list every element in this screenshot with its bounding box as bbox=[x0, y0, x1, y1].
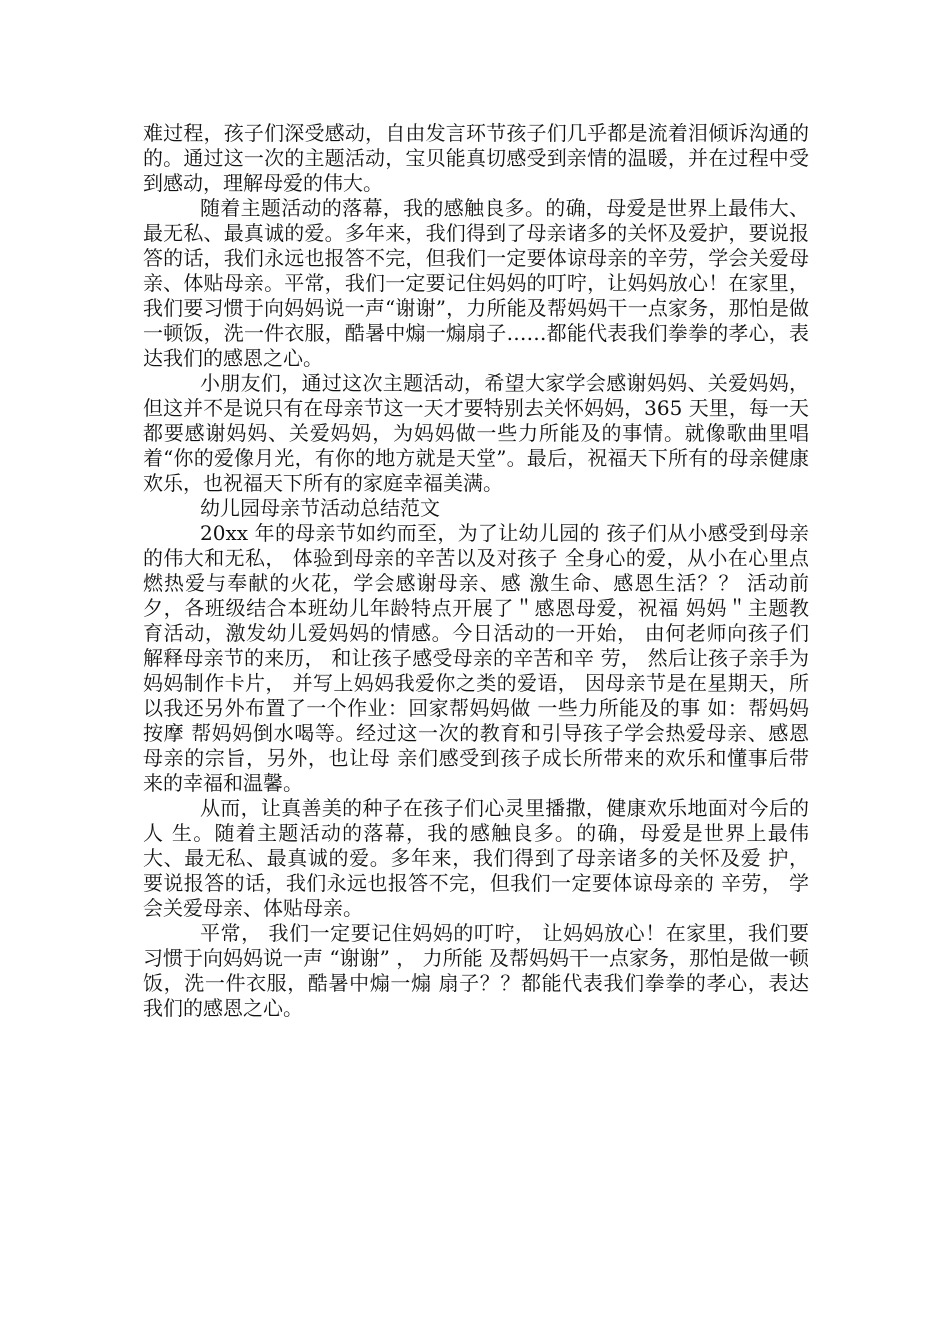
paragraph-reflection: 随着主题活动的落幕，我的感触良多。的确，母爱是世界上最伟大、最无私、最真诚的爱。多年来，我们得到了母亲诸多的关怀及爱护，要说报答的话，我们永远也报答不完，但我们一定要体谅母亲的辛劳，学会关爱母亲、体贴母亲。平常，我们一定要记住妈妈的叮咛，让妈妈放心！在家里，我们要习惯于向妈妈说一声“谢谢”，力所能及帮妈妈干一点家务，那怕是做一顿饭，洗一件衣服，酷暑中煽一煽扇子……都能代表我们拳拳的孝心，表达我们的感恩之心。 bbox=[143, 196, 809, 370]
paragraph-continuation: 难过程，孩子们深受感动，自由发言环节孩子们几乎都是流着泪倾诉沟通的的。通过这一次的主题活动，宝贝能真切感受到亲情的温暖，并在过程中受到感动，理解母爱的伟大。 bbox=[143, 121, 809, 195]
paragraph-children-message: 小朋友们，通过这次主题活动，希望大家学会感谢妈妈、关爱妈妈，但这并不是说只有在母亲节这一天才要特别去关怀妈妈，365 天里，每一天都要感谢妈妈、关爱妈妈，为妈妈做一些力所能及的事情。就像歌曲里唱着“你的爱像月光，有你的地方就是天堂”。最后，祝福天下所有的母亲健康欢乐，也祝福天下所有的家庭幸福美满。 bbox=[143, 371, 809, 495]
paragraph-closing: 平常， 我们一定要记住妈妈的叮咛， 让妈妈放心！在家里，我们要习惯于向妈妈说一声 “谢谢” ， 力所能 及帮妈妈干一点家务，那怕是做一顿饭，洗一件衣服，酷暑中煽一煽 扇子？？都能代表我们拳拳的孝心，表达我们的感恩之心。 bbox=[143, 921, 809, 1020]
section-title: 幼儿园母亲节活动总结范文 bbox=[200, 496, 440, 520]
document-page bbox=[143, 121, 809, 1021]
paragraph-activity-summary: 20xx 年的母亲节如约而至，为了让幼儿园的 孩子们从小感受到母亲的伟大和无私， 体验到母亲的辛苦以及对孩子 全身心的爱，从小在心里点燃热爱与奉献的火花，学会感谢母亲、感 激生命、感恩生活？？ 活动前夕，各班级结合本班幼儿年龄特点开展了＂感恩母爱，祝福 妈妈＂主题教育活动，激发幼儿爱妈妈的情感。今日活动的一开始， 由何老师向孩子们解释母亲节的来历， 和让孩子感受母亲的辛苦和辛 劳， 然后让孩子亲手为妈妈制作卡片， 并写上妈妈我爱你之类的爱语， 因母亲节是在星期天，所以我还另外布置了一个作业：回家帮妈妈做 一些力所能及的事 如：帮妈妈按摩 帮妈妈倒水喝等。经过这一次的教育和引导孩子学会热爱母亲、感恩母亲的宗旨，另外，也让母 亲们感受到孩子成长所带来的欢乐和懂事后带来的幸福和温馨。 bbox=[143, 521, 809, 795]
paragraph-seeds: 从而，让真善美的种子在孩子们心灵里播撒，健康欢乐地面对今后的人 生。随着主题活动的落幕，我的感触良多。的确，母爱是世界上最伟 大、最无私、最真诚的爱。多年来，我们得到了母亲诸多的关怀及爱 护，要说报答的话，我们永远也报答不完，但我们一定要体谅母亲的 辛劳， 学会关爱母亲、体贴母亲。 bbox=[143, 796, 809, 920]
